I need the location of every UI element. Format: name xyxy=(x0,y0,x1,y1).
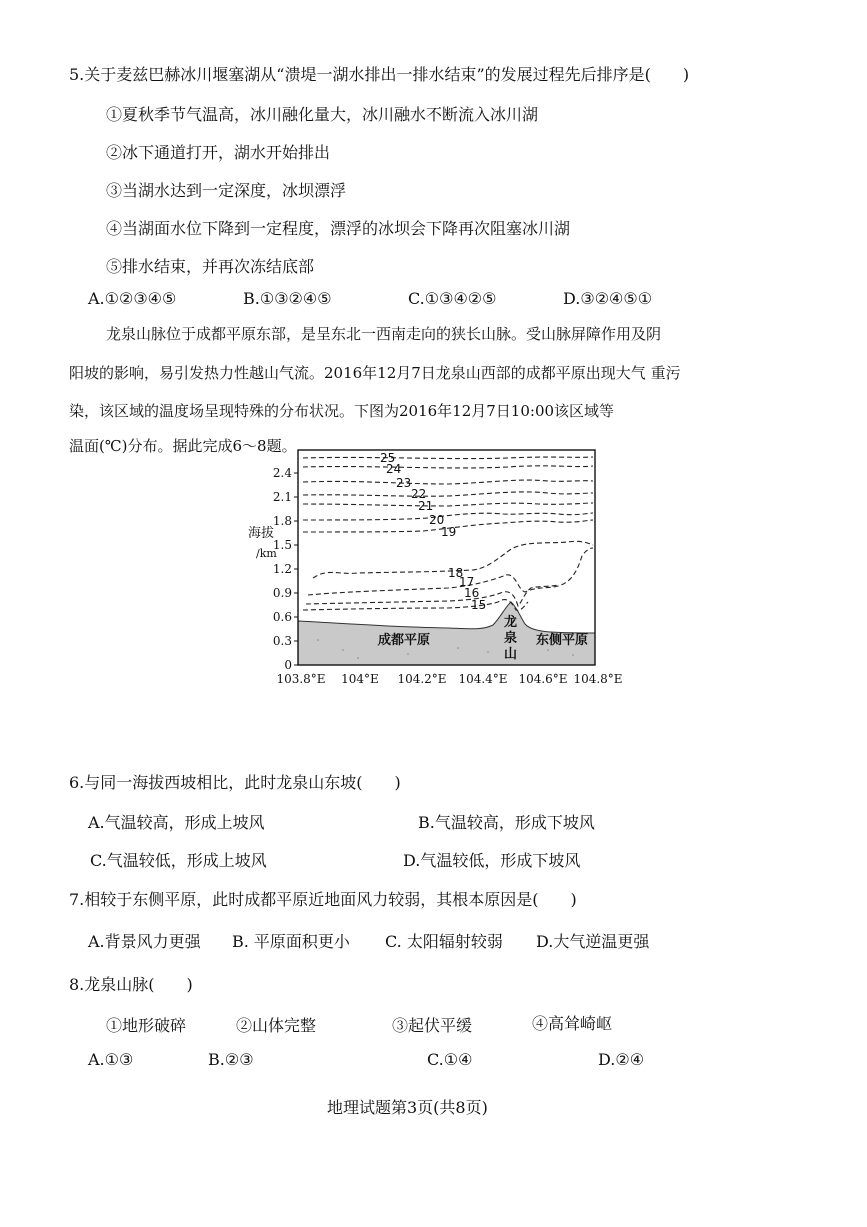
q8-stem: 8.龙泉山脉( ) xyxy=(69,975,193,994)
isotherm-label-23: 23 xyxy=(396,476,412,490)
q7-option-b: B. 平原面积更小 xyxy=(232,932,350,951)
x-tick-104.8: 104.8°E xyxy=(573,672,623,686)
isotherm-label-19: 19 xyxy=(441,525,457,539)
isotherm-label-21: 21 xyxy=(418,499,434,513)
q8-item-4: ④高耸崎岖 xyxy=(532,1014,613,1033)
q6-option-a: A.气温较高，形成上坡风 xyxy=(88,813,265,832)
q5-item-4: ④当湖面水位下降到一定程度，漂浮的冰坝会下降再次阻塞冰川湖 xyxy=(106,219,571,238)
q6-option-c: C.气温较低，形成上坡风 xyxy=(90,851,267,870)
region-label-longquan-3: 山 xyxy=(504,647,518,662)
q8-option-a: A.①③ xyxy=(88,1050,134,1069)
isotherm-22 xyxy=(303,492,593,496)
y-tick-labels xyxy=(273,466,292,672)
q8-option-d: D.②④ xyxy=(598,1050,645,1069)
q6-stem: 6.与同一海拔西坡相比，此时龙泉山东坡( ) xyxy=(69,773,401,792)
isotherm-figure xyxy=(248,440,638,695)
material-line-3: 染，该区域的温度场呈现特殊的分布状况。下图为2016年12月7日10:00该区域等 xyxy=(69,402,615,420)
y-tick-1.2: 1.2 xyxy=(272,562,292,576)
y-tick-0: 0 xyxy=(284,658,292,672)
x-tick-104: 104°E xyxy=(341,672,379,686)
region-label-east: 东侧平原 xyxy=(536,633,589,648)
region-label-chengdu: 成都平原 xyxy=(378,633,431,648)
region-label-longquan xyxy=(504,614,517,662)
q8-item-3: ③起伏平缓 xyxy=(392,1016,473,1035)
isotherm-25 xyxy=(303,457,593,459)
region-label-longquan-1: 龙 xyxy=(504,615,518,630)
material-line-1: 龙泉山脉位于成都平原东部，是呈东北一西南走向的狭长山脉。受山脉屏障作用及阴 xyxy=(106,325,662,343)
isotherm-20 xyxy=(303,513,593,520)
q8-item-2: ②山体完整 xyxy=(236,1016,317,1035)
x-tick-103.8: 103.8°E xyxy=(276,672,326,686)
material-line-2: 阳坡的影响，易引发热力性越山气流。2016年12月7日龙泉山西部的成都平原出现大气 重污 xyxy=(69,364,681,382)
q5-item-3: ③当湖水达到一定深度，冰坝漂浮 xyxy=(106,181,347,200)
x-tick-labels xyxy=(276,672,622,686)
q8-option-b: B.②③ xyxy=(208,1050,254,1069)
y-tick-2.1: 2.1 xyxy=(272,490,292,504)
q5-option-d: D.③②④⑤① xyxy=(563,289,653,308)
q6-option-b: B.气温较高，形成下坡风 xyxy=(418,813,595,832)
y-axis-label-top: 海拔 xyxy=(248,526,275,541)
page-footer: 地理试题第3页(共8页) xyxy=(327,1098,488,1117)
q5-item-5: ⑤排水结束，并再次冻结底部 xyxy=(106,257,315,276)
q5-stem: 5.关于麦兹巴赫冰川堰塞湖从“溃堤一湖水排出一排水结束”的发展过程先后排序是( ) xyxy=(69,65,690,84)
isotherm-label-17: 17 xyxy=(459,575,475,589)
q5-option-c: C.①③④②⑤ xyxy=(408,289,497,308)
y-tick-1.8: 1.8 xyxy=(272,514,292,528)
isotherm-label-24: 24 xyxy=(386,462,402,476)
x-tick-104.2: 104.2°E xyxy=(397,672,447,686)
isotherm-label-16: 16 xyxy=(464,586,480,600)
isotherm-21 xyxy=(303,503,593,506)
q5-option-b: B.①③②④⑤ xyxy=(243,289,332,308)
isotherm-label-22: 22 xyxy=(411,487,427,501)
isotherm-23 xyxy=(303,480,593,484)
x-tick-104.4: 104.4°E xyxy=(458,672,508,686)
isotherm-label-15: 15 xyxy=(471,598,487,612)
x-tick-104.6: 104.6°E xyxy=(518,672,568,686)
material-line-4: 温面(℃)分布。据此完成6～8题。 xyxy=(69,437,297,455)
q8-item-1: ①地形破碎 xyxy=(106,1016,187,1035)
q6-option-d: D.气温较低，形成下坡风 xyxy=(403,851,581,870)
q7-option-c: C. 太阳辐射较弱 xyxy=(385,932,503,951)
q5-option-a: A.①②③④⑤ xyxy=(88,289,177,308)
isotherm-24 xyxy=(303,466,593,468)
q5-item-2: ②冰下通道打开，湖水开始排出 xyxy=(106,143,331,162)
region-label-longquan-2: 泉 xyxy=(504,631,518,646)
q5-item-1: ①夏秋季节气温高，冰川融化量大，冰川融水不断流入冰川湖 xyxy=(106,105,539,124)
y-axis-label-unit: /km xyxy=(256,547,277,560)
isotherm-label-20: 20 xyxy=(429,513,445,527)
q7-stem: 7.相较于东侧平原，此时成都平原近地面风力较弱，其根本原因是( ) xyxy=(69,890,577,909)
isotherm-15 xyxy=(303,600,528,611)
y-tick-0.6: 0.6 xyxy=(272,610,292,624)
y-tick-1.5: 1.5 xyxy=(272,538,292,552)
q7-option-a: A.背景风力更强 xyxy=(88,932,201,951)
y-tick-2.4: 2.4 xyxy=(272,466,292,480)
y-tick-0.3: 0.3 xyxy=(272,634,292,648)
q8-option-c: C.①④ xyxy=(427,1050,473,1069)
q7-option-d: D.大气逆温更强 xyxy=(536,932,650,951)
y-tick-0.9: 0.9 xyxy=(272,586,292,600)
isotherm-label-18: 18 xyxy=(448,566,464,580)
isotherm-label-25: 25 xyxy=(380,451,396,465)
